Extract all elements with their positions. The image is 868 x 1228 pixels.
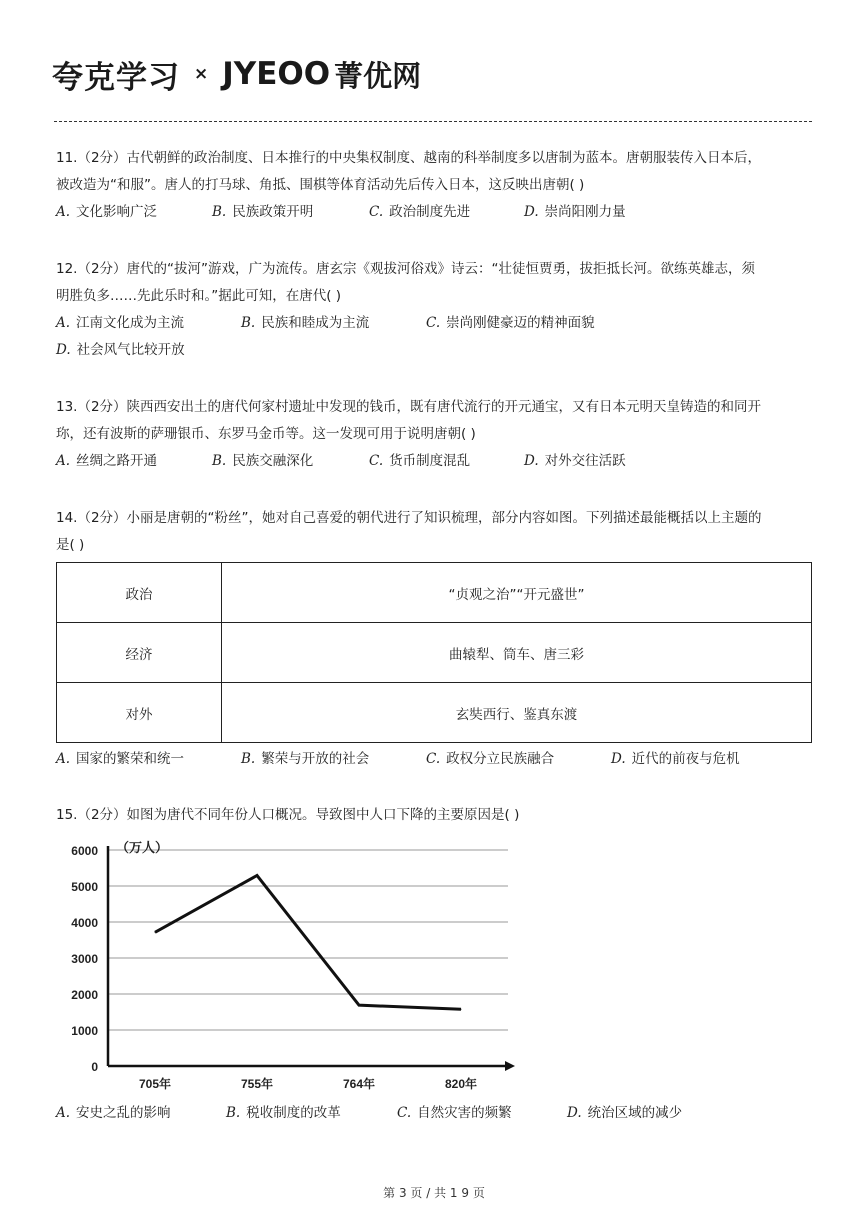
- option-b[interactable]: B. 繁荣与开放的社会: [241, 751, 370, 767]
- question-line: 11.（2分）古代朝鲜的政治制度、日本推行的中央集权制度、越南的科举制度多以唐制为蓝本。唐朝服装传入日本后，: [56, 150, 762, 166]
- x-tick-label: 764年: [342, 1077, 376, 1091]
- option-c[interactable]: C. 崇尚刚健豪迈的精神面貌: [426, 315, 595, 331]
- brand-quark: 夸克学习: [52, 59, 180, 96]
- option-d[interactable]: D. 社会风气比较开放: [56, 342, 185, 358]
- option-c[interactable]: C. 政权分立民族融合: [426, 751, 555, 767]
- x-tick-label: 755年: [240, 1077, 274, 1091]
- option-a[interactable]: A. 江南文化成为主流: [56, 315, 185, 331]
- question-line: 13.（2分）陕西西安出土的唐代何家村遗址中发现的钱币，既有唐代流行的开元通宝，又有日本元明天皇铸造的和同开: [56, 399, 762, 415]
- option-a[interactable]: A. 文化影响广泛: [56, 204, 158, 220]
- question-line: 被改造为“和服”。唐人的打马球、角抵、围棋等体育活动先后传入日本，这反映出唐朝( ): [56, 177, 585, 193]
- option-a[interactable]: A. 国家的繁荣和统一: [56, 751, 185, 767]
- data-point: [461, 1009, 462, 1010]
- option-row: [56, 199, 816, 226]
- table-value: “贞观之治”“开元盛世”: [222, 563, 812, 623]
- brand-jyeoo: JYEOO: [222, 56, 331, 92]
- option-d[interactable]: D. 崇尚阳刚力量: [524, 204, 626, 220]
- y-tick-label: 2000: [71, 988, 98, 1002]
- page-footer: 第 3 页 / 共 1 9 页: [383, 1186, 485, 1200]
- population-line: [155, 875, 461, 1009]
- option-row: [56, 448, 816, 475]
- brand-jingyou: 菁优网: [334, 58, 422, 93]
- question-15: [56, 802, 816, 829]
- table-key: 政治: [57, 563, 222, 623]
- option-a[interactable]: A. 安史之乱的影响: [56, 1105, 171, 1121]
- option-d[interactable]: D. 对外交往活跃: [524, 453, 626, 469]
- question-line: 12.（2分）唐代的“拔河”游戏，广为流传。唐玄宗《观拔河俗戏》诗云：“壮徒恒贾勇，拔拒抵长河。欲练英雄志，须: [56, 261, 756, 277]
- header-logo: [52, 52, 421, 96]
- option-row: [56, 746, 816, 773]
- option-row: [56, 337, 816, 364]
- option-row: [56, 1100, 816, 1127]
- option-b[interactable]: B. 民族交融深化: [212, 453, 314, 469]
- x-tick-label: 820年: [444, 1077, 478, 1091]
- option-c[interactable]: C. 自然灾害的频繁: [397, 1105, 512, 1121]
- option-a[interactable]: A. 丝绸之路开通: [56, 453, 158, 469]
- table-row: [57, 623, 812, 683]
- question-14-options: [56, 746, 816, 773]
- table-value: 曲辕犁、筒车、唐三彩: [222, 623, 812, 683]
- brand-times: ×: [194, 64, 209, 84]
- header-divider: [54, 121, 812, 122]
- knowledge-table: [56, 562, 812, 743]
- x-tick-label: 705年: [138, 1077, 172, 1091]
- question-line: 15.（2分）如图为唐代不同年份人口概况。导致图中人口下降的主要原因是( ): [56, 807, 520, 823]
- table-row: [57, 563, 812, 623]
- y-axis-label: （万人）: [116, 840, 169, 855]
- data-point: [155, 932, 156, 933]
- option-b[interactable]: B. 民族和睦成为主流: [241, 315, 370, 331]
- option-d[interactable]: D. 近代的前夜与危机: [611, 751, 740, 767]
- table-key: 对外: [57, 683, 222, 743]
- table-value: 玄奘西行、鉴真东渡: [222, 683, 812, 743]
- data-point: [359, 1005, 360, 1006]
- question-line: 珎，还有波斯的萨珊银币、东罗马金币等。这一发现可用于说明唐朝( ): [56, 426, 476, 442]
- question-line: 是( ): [56, 537, 85, 553]
- y-tick-label: 5000: [71, 880, 98, 894]
- option-b[interactable]: B. 税收制度的改革: [226, 1105, 341, 1121]
- y-tick-label: 4000: [71, 916, 98, 930]
- question-15-options: [56, 1100, 816, 1127]
- question-11: [56, 145, 816, 226]
- y-tick-label: 0: [91, 1060, 98, 1074]
- option-b[interactable]: B. 民族政策开明: [212, 204, 314, 220]
- question-line: 14.（2分）小丽是唐朝的“粉丝”，她对自己喜爱的朝代进行了知识梳理，部分内容如图。下列描述最能概括以上主题的: [56, 510, 762, 526]
- question-line: 明胜负多……先此乐时和。”据此可知，在唐代( ): [56, 288, 342, 304]
- x-axis-arrow: [505, 1061, 515, 1071]
- question-14: [56, 505, 816, 559]
- option-row: [56, 310, 816, 337]
- option-c[interactable]: C. 货币制度混乱: [369, 453, 471, 469]
- table-key: 经济: [57, 623, 222, 683]
- y-tick-label: 6000: [71, 844, 98, 858]
- y-tick-label: 1000: [71, 1024, 98, 1038]
- population-chart: [50, 832, 530, 1097]
- option-c[interactable]: C. 政治制度先进: [369, 204, 471, 220]
- option-d[interactable]: D. 统治区域的减少: [567, 1105, 683, 1121]
- table-row: [57, 683, 812, 743]
- y-tick-label: 3000: [71, 952, 98, 966]
- data-point: [257, 875, 258, 876]
- question-12: [56, 256, 816, 364]
- question-13: [56, 394, 816, 475]
